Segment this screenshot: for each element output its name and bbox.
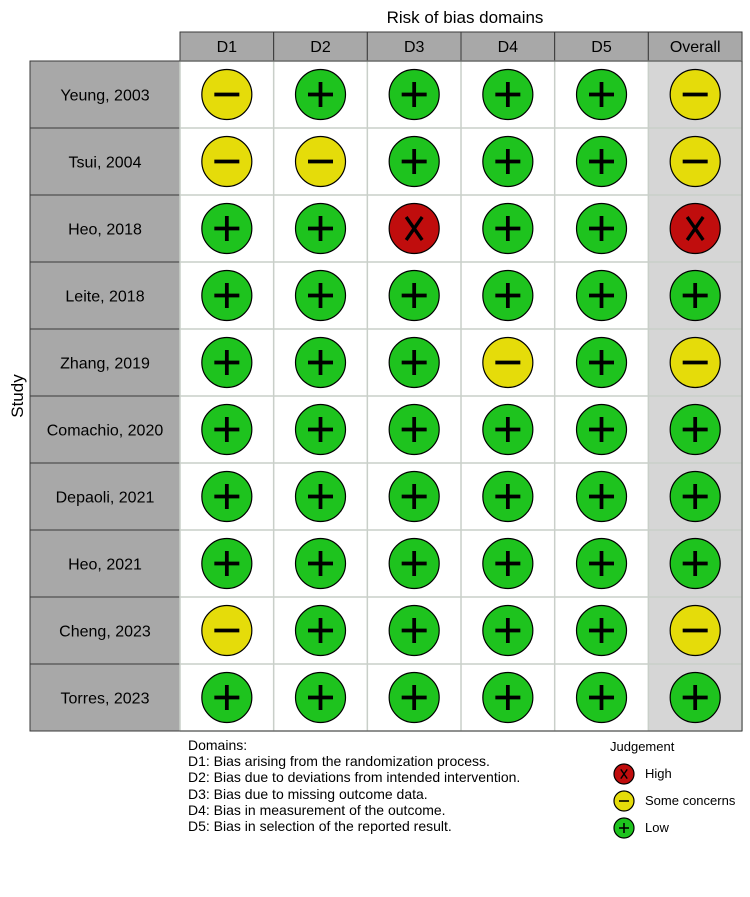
column-header-d2: D2 bbox=[310, 39, 331, 56]
column-header-d1: D1 bbox=[216, 39, 238, 56]
study-label: Comachio, 2020 bbox=[46, 422, 164, 440]
legend-high-marker bbox=[613, 763, 635, 785]
judgement-some bbox=[202, 137, 252, 187]
judgement-some bbox=[202, 70, 252, 120]
judgement-low bbox=[202, 204, 252, 254]
judgement-low bbox=[389, 606, 439, 656]
domain-item: D1: Bias arising from the randomization process. bbox=[188, 753, 490, 770]
judgement-low bbox=[483, 405, 533, 455]
column-header-d5: D5 bbox=[591, 39, 612, 56]
study-label: Heo, 2021 bbox=[68, 556, 142, 574]
judgement-low bbox=[670, 405, 720, 455]
judgement-low bbox=[670, 539, 720, 589]
domain-item: D3: Bias due to missing outcome data. bbox=[188, 785, 428, 802]
judgement-low bbox=[296, 271, 346, 321]
judgement-low bbox=[670, 472, 720, 522]
judgement-low bbox=[389, 137, 439, 187]
judgement-low bbox=[202, 673, 252, 723]
study-label: Heo, 2018 bbox=[68, 221, 142, 239]
judgement-low bbox=[577, 271, 627, 321]
judgement-low bbox=[296, 606, 346, 656]
judgement-low bbox=[389, 338, 439, 388]
judgement-low bbox=[483, 271, 533, 321]
judgement-low bbox=[577, 137, 627, 187]
judgement-low bbox=[670, 673, 720, 723]
judgement-some bbox=[670, 606, 720, 656]
judgement-low bbox=[483, 70, 533, 120]
column-header-d3: D3 bbox=[403, 39, 425, 56]
chart-title: Risk of bias domains bbox=[386, 8, 544, 27]
judgement-low bbox=[202, 472, 252, 522]
judgement-low bbox=[483, 472, 533, 522]
judgement-high bbox=[389, 204, 439, 254]
judgement-low bbox=[202, 271, 252, 321]
judgement-low bbox=[296, 539, 346, 589]
judgement-low bbox=[296, 70, 346, 120]
judgement-legend bbox=[610, 739, 735, 841]
legend-marker-some bbox=[614, 791, 634, 811]
judgement-low bbox=[296, 673, 346, 723]
judgement-low bbox=[483, 539, 533, 589]
judgement-low bbox=[389, 539, 439, 589]
domain-item: D5: Bias in selection of the reported result. bbox=[188, 818, 452, 835]
legend-item-low bbox=[610, 814, 735, 841]
judgement-low bbox=[483, 673, 533, 723]
study-label: Torres, 2023 bbox=[60, 690, 150, 708]
judgement-low bbox=[483, 204, 533, 254]
judgement-low bbox=[483, 137, 533, 187]
judgement-some bbox=[202, 606, 252, 656]
judgement-low bbox=[296, 204, 346, 254]
judgement-low bbox=[577, 204, 627, 254]
study-label: Cheng, 2023 bbox=[59, 623, 151, 641]
judgement-low bbox=[389, 673, 439, 723]
study-label: Yeung, 2003 bbox=[60, 87, 150, 105]
judgement-low bbox=[577, 472, 627, 522]
legend-marker-high bbox=[614, 764, 634, 784]
judgement-low bbox=[577, 606, 627, 656]
domain-item: D4: Bias in measurement of the outcome. bbox=[188, 801, 446, 818]
judgement-low bbox=[296, 405, 346, 455]
legend-some-marker bbox=[613, 790, 635, 812]
domains-legend bbox=[188, 737, 520, 834]
study-label: Tsui, 2004 bbox=[68, 154, 142, 172]
legend-item-high bbox=[610, 760, 735, 787]
judgement-some bbox=[670, 137, 720, 187]
judgement-some bbox=[296, 137, 346, 187]
judgement-low bbox=[296, 338, 346, 388]
column-header-overall: Overall bbox=[669, 39, 721, 56]
legend-label: Low bbox=[645, 820, 669, 835]
domains-heading: Domains: bbox=[188, 737, 248, 753]
judgement-low bbox=[670, 271, 720, 321]
judgement-low bbox=[577, 70, 627, 120]
judgement-high bbox=[670, 204, 720, 254]
judgement-low bbox=[577, 405, 627, 455]
judgement-low bbox=[389, 70, 439, 120]
judgement-low bbox=[483, 606, 533, 656]
judgement-low bbox=[577, 539, 627, 589]
judgement-low bbox=[202, 539, 252, 589]
judgement-some bbox=[670, 70, 720, 120]
judgement-low bbox=[389, 472, 439, 522]
column-header-d4: D4 bbox=[497, 39, 519, 56]
judgement-low bbox=[296, 472, 346, 522]
study-label: Depaoli, 2021 bbox=[55, 489, 155, 507]
judgement-low bbox=[202, 338, 252, 388]
judgement-low bbox=[202, 405, 252, 455]
y-axis-title: Study bbox=[8, 374, 27, 418]
judgement-low bbox=[389, 271, 439, 321]
legend-item-some-concerns bbox=[610, 787, 735, 814]
legend-title: Judgement bbox=[610, 739, 675, 754]
legend-low-marker bbox=[613, 817, 635, 839]
judgement-low bbox=[389, 405, 439, 455]
judgement-low bbox=[577, 673, 627, 723]
study-label: Leite, 2018 bbox=[65, 288, 145, 306]
legend-marker-low bbox=[614, 818, 634, 838]
judgement-low bbox=[577, 338, 627, 388]
judgement-some bbox=[483, 338, 533, 388]
legend-label: High bbox=[645, 766, 672, 781]
domain-item: D2: Bias due to deviations from intended intervention. bbox=[188, 769, 521, 786]
study-label: Zhang, 2019 bbox=[60, 355, 150, 373]
legend-label: Some concerns bbox=[645, 793, 736, 808]
judgement-some bbox=[670, 338, 720, 388]
